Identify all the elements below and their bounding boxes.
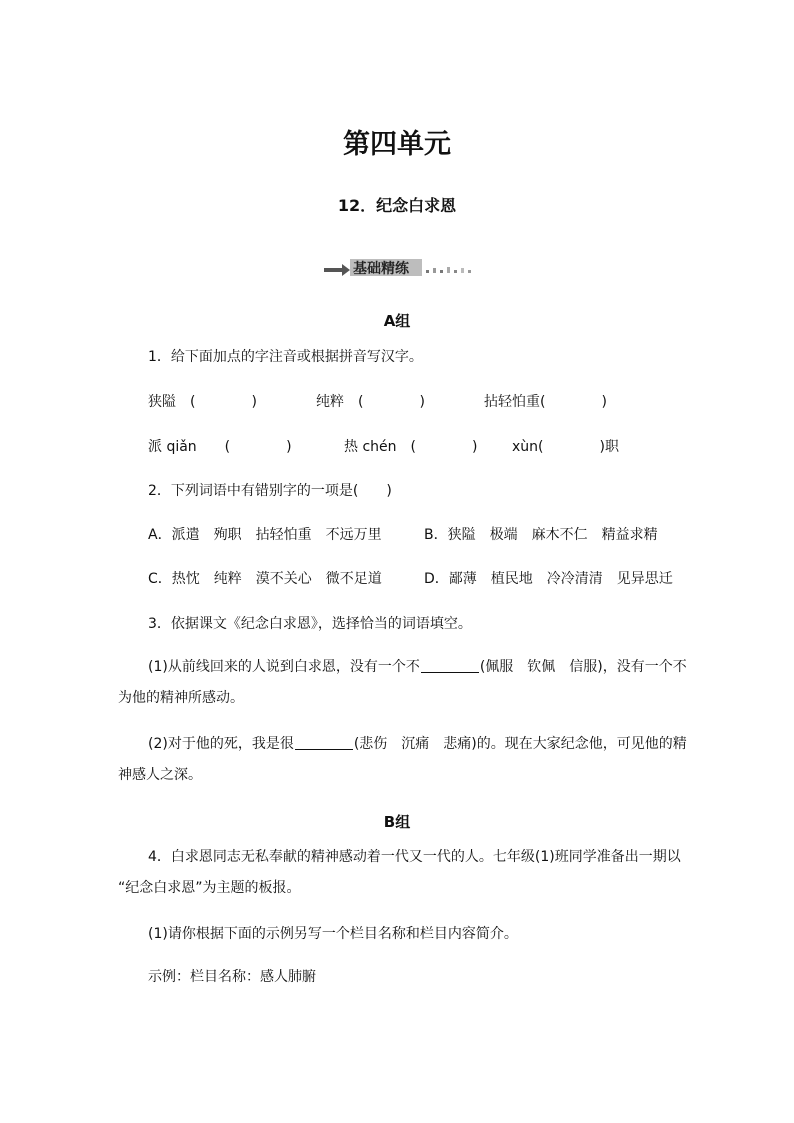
banner-label: 基础精练 <box>353 261 409 277</box>
q1-item: 热 chén ( ) <box>344 439 478 455</box>
q3-part2-options: (悲伤 沉痛 悲痛)的。现在大家纪念他，可见他的精 <box>353 736 687 752</box>
q3-part1-continued: 为他的精神所感动。 <box>118 690 244 706</box>
q2-option-d: D．鄙薄 植民地 冷冷清清 见异思迁 <box>424 571 673 587</box>
q3-part1-text: (1)从前线回来的人说到白求恩，没有一个不 <box>148 659 420 675</box>
q3-stem: 3．依据课文《纪念白求恩》，选择恰当的词语填空。 <box>148 616 472 632</box>
q1-item: 拈轻怕重( ) <box>484 394 607 410</box>
q3-part2-text: (2)对于他的死，我是很 <box>148 736 294 752</box>
answer-blank[interactable] <box>421 658 479 673</box>
answer-blank[interactable] <box>295 735 353 750</box>
q4-subquestion-1: (1)请你根据下面的示例另写一个栏目名称和栏目内容简介。 <box>148 926 518 942</box>
q2-option-b: B．狭隘 极端 麻木不仁 精益求精 <box>424 527 658 543</box>
q4-stem-continued: “纪念白求恩”为主题的板报。 <box>118 880 301 896</box>
q4-stem: 4．白求恩同志无私奉献的精神感动着一代又一代的人。七年级(1)班同学准备出一期以 <box>148 849 681 865</box>
group-b-heading: B组 <box>383 813 411 831</box>
q4-example: 示例：栏目名称：感人肺腑 <box>148 969 316 985</box>
q3-part2-continued: 神感人之深。 <box>118 767 202 783</box>
q2-option-c: C．热忱 纯粹 漠不关心 微不足道 <box>148 571 382 587</box>
q1-item: 派 qiǎn ( ) <box>148 439 292 455</box>
unit-title: 第四单元 <box>343 129 451 160</box>
q2-option-a: A．派遣 殉职 拈轻怕重 不远万里 <box>148 527 382 543</box>
q2-stem: 2．下列词语中有错别字的一项是( ) <box>148 483 392 499</box>
group-a-heading: A组 <box>383 312 411 330</box>
q1-stem: 1．给下面加点的字注音或根据拼音写汉字。 <box>148 349 423 365</box>
q3-part2 <box>148 733 687 753</box>
q3-part1 <box>148 656 687 676</box>
lesson-title: 12．纪念白求恩 <box>337 196 457 215</box>
q3-part1-options: (佩服 钦佩 信服)，没有一个不 <box>479 659 687 675</box>
q1-item: 纯粹 ( ) <box>316 394 425 410</box>
q1-item: xùn( )职 <box>512 439 619 455</box>
q1-item: 狭隘 ( ) <box>148 394 257 410</box>
section-banner-image <box>320 255 475 277</box>
